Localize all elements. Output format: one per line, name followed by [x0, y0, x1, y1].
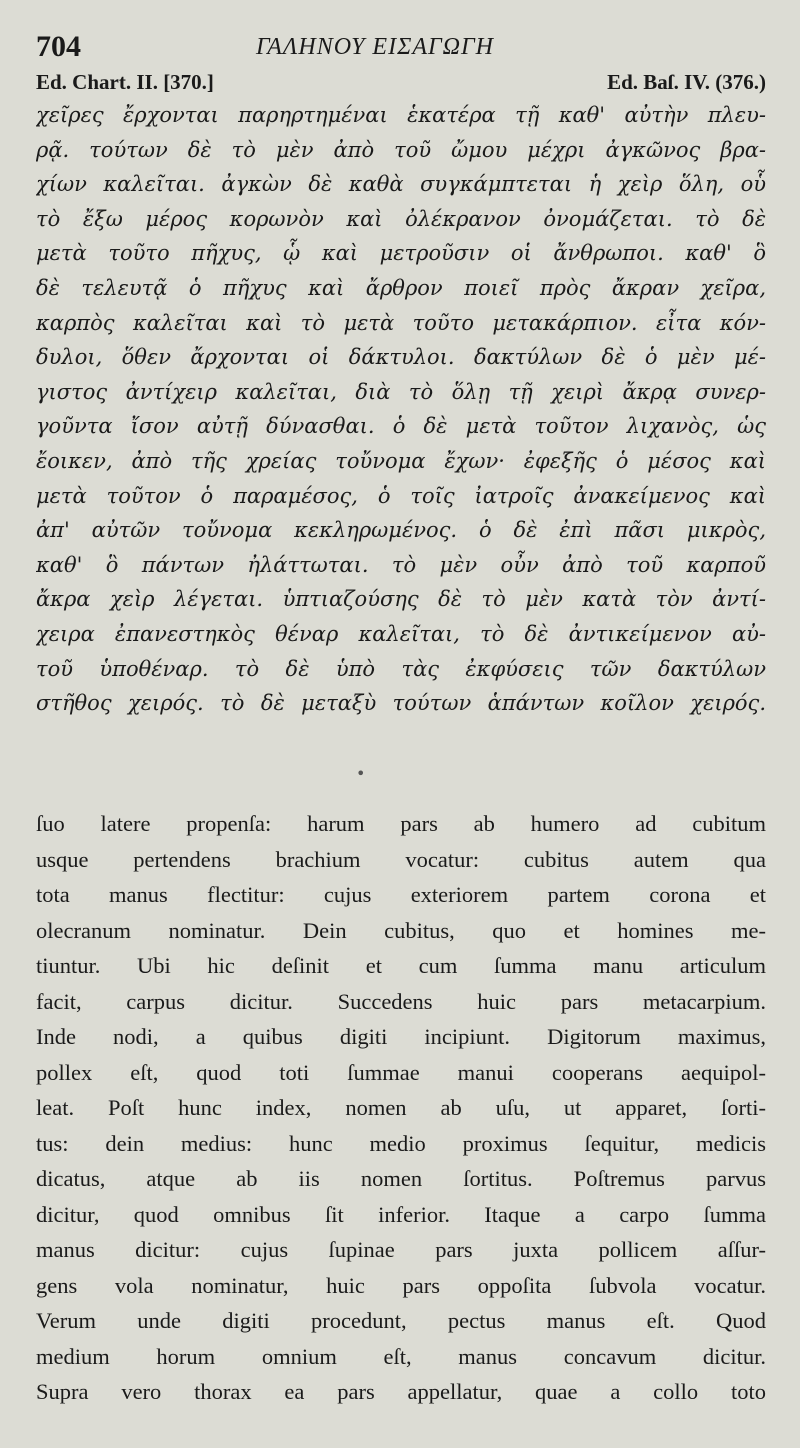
- greek-text-line: καθ' ὃ πάντων ἠλάττωται. τὸ μὲν οὖν ἀπὸ τοῦ καρποῦ: [36, 552, 766, 577]
- latin-text-line: Verum unde digiti procedunt, pectus manus eſt. Quod: [36, 1308, 766, 1333]
- page-header: [36, 30, 768, 66]
- greek-text-line: χίων καλεῖται. ἀγκὼν δὲ καθὰ συγκάμπτεται ἡ χεὶρ ὅλη, οὗ: [36, 172, 766, 197]
- page-number: 704: [36, 30, 81, 63]
- greek-text-line: ἀπ' αὐτῶν τοὔνομα κεκληρωμένος. ὁ δὲ ἐπὶ πᾶσι μικρὸς,: [36, 518, 766, 543]
- latin-text-line: Supra vero thorax ea pars appellatur, quae a collo toto: [36, 1379, 766, 1404]
- edition-reference-basel: Ed. Baſ. IV. (376.): [607, 70, 766, 94]
- latin-text-line: Inde nodi, a quibus digiti incipiunt. Digitorum maximus,: [36, 1024, 766, 1049]
- latin-text-line: gens vola nominatur, huic pars oppoſita ſubvola vocatur.: [36, 1272, 766, 1298]
- greek-text-block: [36, 98, 766, 721]
- latin-text-line: facit, carpus dicitur. Succedens huic pars metacarpium.: [36, 988, 766, 1014]
- greek-text-line: ρᾷ. τούτων δὲ τὸ μὲν ἀπὸ τοῦ ὤμου μέχρι ἀγκῶνος βρα-: [36, 137, 766, 162]
- latin-text-line: ſuo latere propenſa: harum pars ab humero ad cubitum: [36, 811, 766, 836]
- greek-text-line: χειρα ἐπανεστηκὸς θέναρ καλεῖται, τὸ δὲ ἀντικείμενον αὐ-: [36, 621, 766, 646]
- greek-text-line: μετὰ τοῦτο πῆχυς, ᾧ καὶ μετροῦσιν οἱ ἄνθρωποι. καθ' ὃ: [36, 241, 766, 266]
- latin-text-line: pollex eſt, quod toti ſummae manui cooperans aequipol-: [36, 1059, 766, 1085]
- latin-text-line: tota manus flectitur: cujus exteriorem partem corona et: [36, 882, 766, 907]
- greek-text-line: γοῦντα ἴσον αὐτῇ δύνασθαι. ὁ δὲ μετὰ τοῦτον λιχανὸς, ὡς: [36, 414, 766, 439]
- greek-text-line: ἔοικεν, ἀπὸ τῆς χρείας τοὔνομα ἔχων· ἐφεξῆς ὁ μέσος καὶ: [36, 448, 766, 473]
- greek-text-line: ἄκρα χεὶρ λέγεται. ὑπτιαζούσης δὲ τὸ μὲν κατὰ τὸν ἀντί-: [36, 587, 766, 612]
- latin-text-line: dicatus, atque ab iis nomen ſortitus. Poſtremus parvus: [36, 1166, 766, 1191]
- greek-text-line: τοῦ ὑποθέναρ. τὸ δὲ ὑπὸ τὰς ἐκφύσεις τῶν δακτύλων: [36, 656, 766, 681]
- latin-text-line: dicitur, quod omnibus ſit inferior. Itaque a carpo ſumma: [36, 1201, 766, 1227]
- greek-text-line: τὸ ἔξω μέρος κορωνὸν καὶ ὀλέκρανον ὀνομάζεται. τὸ δὲ: [36, 206, 766, 231]
- latin-text-line: usque pertendens brachium vocatur: cubitus autem qua: [36, 846, 766, 872]
- greek-text-line: χεῖρες ἔρχονται παρηρτημέναι ἑκατέρα τῇ καθ' αὐτὴν πλευ-: [36, 103, 766, 127]
- edition-reference-chartier: Ed. Chart. II. [370.]: [36, 70, 214, 94]
- greek-text-line: δυλοι, ὅθεν ἄρχονται οἱ δάκτυλοι. δακτύλων δὲ ὁ μὲν μέ-: [36, 345, 766, 370]
- latin-text-line: medium horum omnium eſt, manus concavum dicitur.: [36, 1343, 766, 1369]
- greek-text-line: καρπὸς καλεῖται καὶ τὸ μετὰ τοῦτο μετακάρπιον. εἶτα κόν-: [36, 310, 766, 335]
- latin-text-line: manus dicitur: cujus ſupinae pars juxta pollicem aſſur-: [36, 1237, 766, 1262]
- latin-text-line: leat. Poſt hunc index, nomen ab uſu, ut apparet, ſorti-: [36, 1095, 766, 1120]
- edition-references: [36, 70, 766, 98]
- separator-mark: •: [356, 764, 366, 783]
- latin-text-line: tus: dein medius: hunc medio proximus ſequitur, medicis: [36, 1130, 766, 1156]
- greek-text-line: δὲ τελευτᾷ ὁ πῆχυς καὶ ἄρθρον ποιεῖ πρὸς ἄκραν χεῖρα,: [36, 275, 766, 300]
- latin-text-block: [36, 806, 766, 1410]
- greek-text-line: μετὰ τοῦτον ὁ παραμέσος, ὁ τοῖς ἰατροῖς ἀνακείμενος καὶ: [36, 483, 766, 508]
- latin-text-line: tiuntur. Ubi hic deſinit et cum ſumma manu articulum: [36, 953, 766, 978]
- greek-text-line: στῆθος χειρός. τὸ δὲ μεταξὺ τούτων ἁπάντων κοῖλον χειρός.: [36, 691, 766, 716]
- greek-text-line: γιστος ἀντίχειρ καλεῖται, διὰ τὸ ὅλῃ τῇ χειρὶ ἄκρᾳ συνερ-: [36, 379, 766, 404]
- running-title: ΓΑΛΗΝΟΥ ΕΙΣΑΓΩΓΗ: [256, 34, 494, 60]
- latin-text-line: olecranum nominatur. Dein cubitus, quo et homines me-: [36, 917, 766, 943]
